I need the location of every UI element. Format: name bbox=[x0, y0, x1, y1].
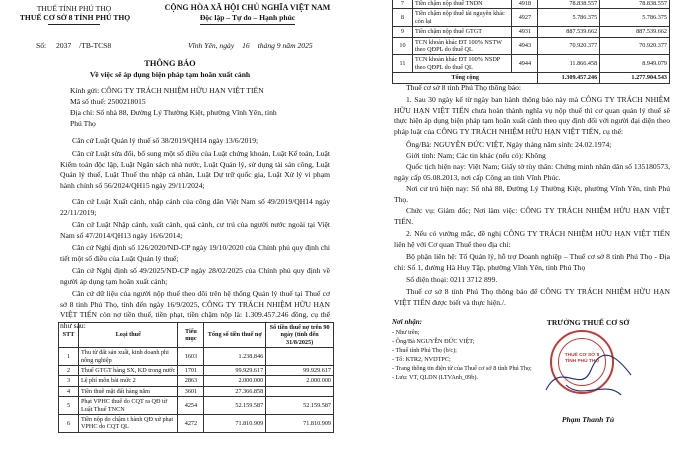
table-row bbox=[59, 348, 334, 366]
recipient-line: Kính gửi: CÔNG TY TRÁCH NHIỆM HỮU HẠN VIỆT TIẾN bbox=[70, 86, 264, 95]
table-cell: 2.000.000 bbox=[266, 376, 334, 386]
contact-department: Bộ phận liên hệ: Tổ Quản lý, hỗ trợ Doanh nghiệp – Thuế cơ sở 8 tỉnh Phú Thọ - Địa chỉ: Số 1, đường Hà Huy Tập, phường Vĩnh Yên, tỉnh Phú Thọ bbox=[394, 252, 670, 272]
header-tax-type: Loại thuế bbox=[78, 323, 177, 348]
table-cell: Thuế GTGT hàng SX, KD trong nước bbox=[78, 366, 177, 376]
table-cell: 9 bbox=[393, 27, 413, 37]
table-cell: 52.159.587 bbox=[266, 397, 334, 415]
table-cell: 5.786.375 bbox=[600, 9, 670, 27]
address-line1: Địa chỉ: Số nhà 88, Đường Lý Thường Kiệt, phường Vĩnh Yên, tỉnh bbox=[70, 108, 277, 117]
table-cell: 4944 bbox=[512, 55, 538, 73]
table-row bbox=[59, 386, 334, 396]
table-cell: 3601 bbox=[178, 386, 204, 396]
notice-title: THÔNG BÁO bbox=[144, 59, 196, 68]
table-cell: Tiền chậm nộp thuế TNDN bbox=[412, 0, 511, 9]
table-row bbox=[393, 27, 670, 37]
table-row bbox=[393, 37, 670, 55]
table-row bbox=[59, 415, 334, 433]
table-cell: 10 bbox=[393, 37, 413, 55]
doc-date: Vĩnh Yên, ngày 16 tháng 9 năm 2025 bbox=[188, 41, 313, 50]
header-stt: STT bbox=[59, 323, 79, 348]
table-cell: 2.000.000 bbox=[204, 376, 266, 386]
table-row bbox=[393, 55, 670, 73]
representative-residence: Nơi cư trú hiện nay: Số nhà 88, Đường Lý Thường Kiệt, phường Vĩnh Yên, tỉnh Phú Thọ. bbox=[394, 184, 670, 204]
table-cell: Phạt VPHC thuế do CQT ra QĐ từ Luật Thuế TNCN bbox=[78, 397, 177, 415]
header-over90: Số tiền thuế nợ trên 90 ngày (tính đến 31/8/2025) bbox=[266, 323, 334, 348]
legal-basis-4: Căn cứ Luật Nhập cảnh, xuất cảnh, quá cảnh, cư trú của người nước ngoài tại Việt Nam số 47/2014/QH13 ngày 16/6/2014; bbox=[60, 220, 330, 240]
motto-underline bbox=[200, 24, 295, 25]
table-cell: 4918 bbox=[512, 0, 538, 9]
table-cell: 8 bbox=[393, 9, 413, 27]
table-cell: 1.238.846 bbox=[204, 348, 266, 366]
table-cell: 4272 bbox=[178, 415, 204, 433]
table-cell: 1603 bbox=[178, 348, 204, 366]
signer-title: TRƯỞNG THUẾ CƠ SỞ bbox=[546, 318, 630, 327]
total-amount: 1.309.457.246 bbox=[538, 73, 600, 83]
table-cell: 887.539.662 bbox=[538, 27, 600, 37]
table-cell: 5.786.375 bbox=[538, 9, 600, 27]
table-cell: 6 bbox=[59, 415, 79, 433]
table-cell: 8.949.079 bbox=[600, 55, 670, 73]
motto: Độc lập – Tự do – Hạnh phúc bbox=[199, 13, 296, 22]
table-cell: 1701 bbox=[178, 366, 204, 376]
table-cell: 11 bbox=[393, 55, 413, 73]
address-line2: Phú Thọ bbox=[70, 119, 96, 128]
table-cell: 5 bbox=[59, 397, 79, 415]
tax-debt-table-right bbox=[392, 0, 670, 84]
header-total-debt: Tổng số tiền thuế nợ bbox=[204, 323, 266, 348]
legal-basis-3: Căn cứ Luật Xuất cảnh, nhập cảnh của công dân Việt Nam số 49/2019/QH14 ngày 22/11/2019; bbox=[60, 197, 330, 217]
table-cell: 78.838.557 bbox=[600, 0, 670, 9]
table-row bbox=[393, 0, 670, 9]
table-cell: 71.810.909 bbox=[204, 415, 266, 433]
table-cell: Tiền chậm nộp thuế GTGT bbox=[412, 27, 511, 37]
representative-nationality: Quốc tịch hiện nay: Việt Nam; Giấy tờ tùy thân: Chứng minh nhân dân số 135180573, ngày cấp 05.08.2013, nơi cấp Công an tỉnh Vĩnh Phúc. bbox=[394, 162, 670, 182]
recipients-title: Nơi nhận: bbox=[392, 318, 423, 326]
table-cell: 71.810.909 bbox=[266, 415, 334, 433]
representative-name: Ông/Bà: NGUYỄN ĐỨC VIỆT, Ngày tháng năm sinh: 24.02.1974; bbox=[406, 140, 612, 149]
table-cell: Tiền thuê mặt đất hàng năm bbox=[78, 386, 177, 396]
table-row bbox=[393, 9, 670, 27]
recipients-list bbox=[392, 328, 532, 382]
header-subsection: Tiểu mục bbox=[178, 323, 204, 348]
table-cell: 11.866.458 bbox=[538, 55, 600, 73]
recipient-item: - Thuế tỉnh Phú Thọ (b/c); bbox=[392, 347, 457, 354]
table-cell: 4931 bbox=[512, 27, 538, 37]
table-cell: 4943 bbox=[512, 37, 538, 55]
table-cell: 70.920.377 bbox=[600, 37, 670, 55]
paragraph-2: 2. Nếu có vướng mắc, đề nghị CÔNG TY TRÁCH NHIỆM HỮU HẠN VIỆT TIẾN liên hệ với Cơ quan Thuế theo địa chỉ: bbox=[394, 229, 670, 249]
representative-workplace: Chức vụ: Giám đốc; Nơi làm việc: CÔNG TY TRÁCH NHIỆM HỮU HẠN VIỆT TIẾN. bbox=[394, 206, 670, 226]
paragraph-1: 1. Sau 30 ngày kể từ ngày ban hành thông báo này mà CÔNG TY TRÁCH NHIỆM HỮU HẠN VIỆT TIẾN chưa hoàn thành nghĩa vụ nộp thuế thì cơ quan quản lý thuế sẽ thực hiện áp dụng biện pháp tạm hoãn xuất cảnh theo quy định đối với người đại diện theo pháp luật của CÔNG TY TRÁCH NHIỆM HỮU HẠN VIỆT TIẾN, cụ thể: bbox=[394, 95, 670, 136]
table-cell: 27.366.858 bbox=[204, 386, 266, 396]
republic-title: CỘNG HÒA XÃ HỘI CHỦ NGHĨA VIỆT NAM bbox=[164, 3, 331, 12]
table-cell: 887.539.662 bbox=[600, 27, 670, 37]
table-cell: 2 bbox=[59, 366, 79, 376]
table-cell: 4254 bbox=[178, 397, 204, 415]
official-stamp: THUẾ CƠ SỞ 8 TỈNH PHÚ THỌ bbox=[550, 330, 614, 394]
agency-line1: THUẾ TỈNH PHÚ THỌ bbox=[36, 4, 112, 13]
table-cell: 3 bbox=[59, 376, 79, 386]
table-cell: 78.838.557 bbox=[538, 0, 600, 9]
legal-basis-1: Căn cứ Luật Quản lý thuế số 38/2019/QH14 ngày 13/6/2019; bbox=[72, 136, 259, 145]
recipient-item: - Tổ: KTR2, NVDTPC; bbox=[392, 356, 451, 363]
legal-basis-2: Căn cứ Luật sửa đổi, bổ sung một số điều của Luật chứng khoán, Luật Kế toán, Luật Kiểm toán độc lập, Luật Ngân sách nhà nước, Luật Quản lý, sử dụng tài sản công, Luật Quản lý thuế, Luật Thuế thu nhập cá nhân, Luật Dự trữ quốc gia, Luật Xử lý vi phạm hành chính số 56/2024/QH15 ngày 29/11/2024; bbox=[60, 149, 330, 190]
signer-name: Phạm Thanh Tú bbox=[561, 415, 615, 424]
table-row bbox=[59, 397, 334, 415]
signature-scribble bbox=[536, 340, 646, 410]
tax-code: Mã số thuế: 2500218015 bbox=[70, 97, 146, 106]
table-cell: 99.929.617 bbox=[204, 366, 266, 376]
table-total-row bbox=[393, 73, 670, 83]
notice-subject: Về việc sẽ áp dụng biện pháp tạm hoãn xuất cảnh bbox=[89, 70, 251, 79]
recipient-item: - Lưu: VT, QLDN (LTVAnh_09b). bbox=[392, 374, 478, 381]
table-cell: 99.929.617 bbox=[266, 366, 334, 376]
table-cell: 52.159.587 bbox=[204, 397, 266, 415]
recipient-item: - Trang thông tin điện tử của Thuế cơ sở 8 tỉnh Phú Thọ; bbox=[392, 365, 532, 372]
table-cell: Tiền nộp do chậm t hành QĐ xử phạt VPHC do CQT QL bbox=[78, 415, 177, 433]
table-cell: Lệ phí môn bài mức 2 bbox=[78, 376, 177, 386]
table-cell: Tiền chậm nộp thuế tài nguyên khác còn lại bbox=[412, 9, 511, 27]
legal-basis-6: Căn cứ Nghị định số 49/2025/ND-CP ngày 28/02/2025 của Chính phủ quy định về người áp dụng tạm hoãn xuất cảnh; bbox=[60, 266, 330, 286]
table-row bbox=[59, 366, 334, 376]
table-cell: Thu từ đất sản xuất, kinh doanh phi nông nghiệp bbox=[78, 348, 177, 366]
table-cell: TCN khoản khác ĐT 100% NSDP theo QĐPL do thuế QL bbox=[412, 55, 511, 73]
table-cell bbox=[266, 348, 334, 366]
total-over90: 1.277.904.543 bbox=[600, 73, 670, 83]
agency-underline bbox=[48, 24, 100, 25]
table-cell bbox=[266, 386, 334, 396]
doc-number: Số: 2037 /TB-TCS8 bbox=[36, 41, 112, 50]
contact-phone: Số điện thoại: 0211 3712 899. bbox=[406, 275, 498, 284]
legal-basis-7: Căn cứ dữ liệu của người nộp thuế theo dõi trên hệ thống Quản lý thuế tại Thuế cơ sở 8 tỉnh Phú Thọ, tính đến ngày 16/9/2025, CÔNG TY TRÁCH NHIỆM HỮU HẠN VIỆT TIẾN còn nợ tiền thuế, tiền phạt, tiền chậm nộp là: 1.309.457.246 đồng, cụ thể như sau: bbox=[60, 289, 330, 330]
table-row bbox=[59, 376, 334, 386]
recipient-item: - Ông/Bà NGUYỄN ĐỨC VIỆT; bbox=[392, 338, 475, 345]
table-header-row bbox=[59, 323, 334, 348]
closing-paragraph: Thuế cơ sở 8 tỉnh Phú Thọ thông báo để CÔNG TY TRÁCH NHIỆM HỮU HẠN VIỆT TIẾN được biết và thực hiện./. bbox=[394, 287, 670, 307]
document-page-right bbox=[340, 0, 680, 453]
table-cell: TCN khoản khác ĐT 100% NSTW theo QĐPL do thuế QL bbox=[412, 37, 511, 55]
tax-debt-table-left bbox=[58, 322, 334, 433]
table-cell: 7 bbox=[393, 0, 413, 9]
table-cell: 4927 bbox=[512, 9, 538, 27]
total-label: Tổng cộng bbox=[393, 73, 538, 83]
recipient-item: - Như trên; bbox=[392, 329, 420, 336]
table-cell: 2863 bbox=[178, 376, 204, 386]
table-cell: 70.920.377 bbox=[538, 37, 600, 55]
representative-gender: Giới tính: Nam; Các tin khác (nếu có): Không bbox=[406, 151, 546, 160]
agency-line2: THUẾ CƠ SỞ 8 TỈNH PHÚ THỌ bbox=[19, 13, 131, 22]
table-cell: 1 bbox=[59, 348, 79, 366]
legal-basis-5: Căn cứ Nghị định số 126/2020/ND-CP ngày 19/10/2020 của Chính phủ quy định chi tiết một số điều của Luật Quản lý thuế; bbox=[60, 243, 330, 263]
announcement-intro: Thuế cơ sở 8 tỉnh Phú Thọ thông báo: bbox=[406, 83, 522, 92]
table-cell: 4 bbox=[59, 386, 79, 396]
